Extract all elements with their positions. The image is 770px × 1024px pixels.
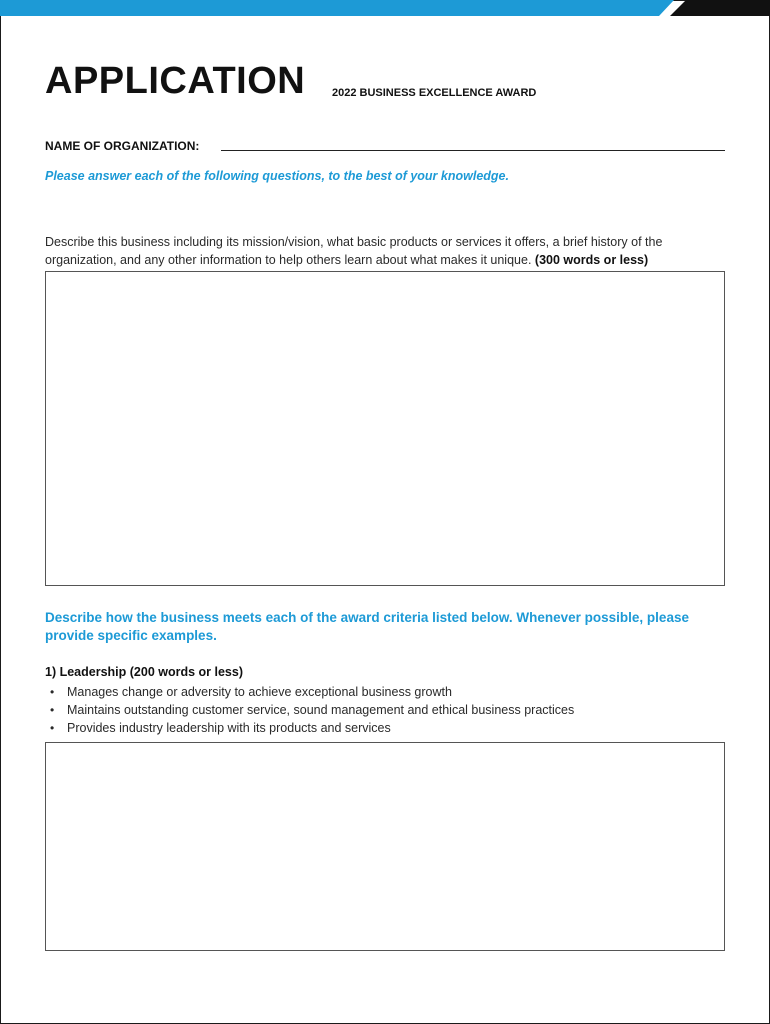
criteria-intro-text: Describe how the business meets each of the award criteria listed below. Whenever possible, please provide specific examples. xyxy=(45,610,689,643)
organization-name-label: NAME OF ORGANIZATION: xyxy=(45,139,200,153)
organization-name-field[interactable] xyxy=(221,150,725,151)
criterion-text: Provides industry leadership with its products and services xyxy=(67,721,391,735)
business-description-answer-box[interactable] xyxy=(45,271,725,586)
business-description-word-limit: (300 words or less) xyxy=(534,253,649,267)
list-item xyxy=(45,701,574,719)
bullet-icon: • xyxy=(50,685,55,699)
award-subtitle: 2022 BUSINESS EXCELLENCE AWARD xyxy=(332,87,537,99)
organization-name-row xyxy=(45,139,725,155)
leadership-answer-box[interactable] xyxy=(45,742,725,951)
instructions-text: Please answer each of the following questions, to the best of your knowledge. xyxy=(45,169,509,183)
business-description-prompt xyxy=(45,233,725,269)
top-accent-band xyxy=(0,0,770,16)
list-item xyxy=(45,683,574,701)
dark-stripe xyxy=(670,0,770,16)
leadership-criteria-list xyxy=(45,683,574,737)
accent-stripe xyxy=(0,0,674,16)
page-title: APPLICATION xyxy=(45,60,306,102)
criterion-text: Manages change or adversity to achieve exceptional business growth xyxy=(67,685,452,699)
bullet-icon: • xyxy=(50,721,55,735)
leadership-heading: 1) Leadership (200 words or less) xyxy=(45,665,243,679)
business-description-text: Describe this business including its mission/vision, what basic products or services it offers, a brief history of the organization, and any other information to help others learn about what makes it unique. xyxy=(45,235,663,267)
criterion-text: Maintains outstanding customer service, sound management and ethical business practices xyxy=(67,703,575,717)
list-item xyxy=(45,719,574,737)
bullet-icon: • xyxy=(50,703,55,717)
